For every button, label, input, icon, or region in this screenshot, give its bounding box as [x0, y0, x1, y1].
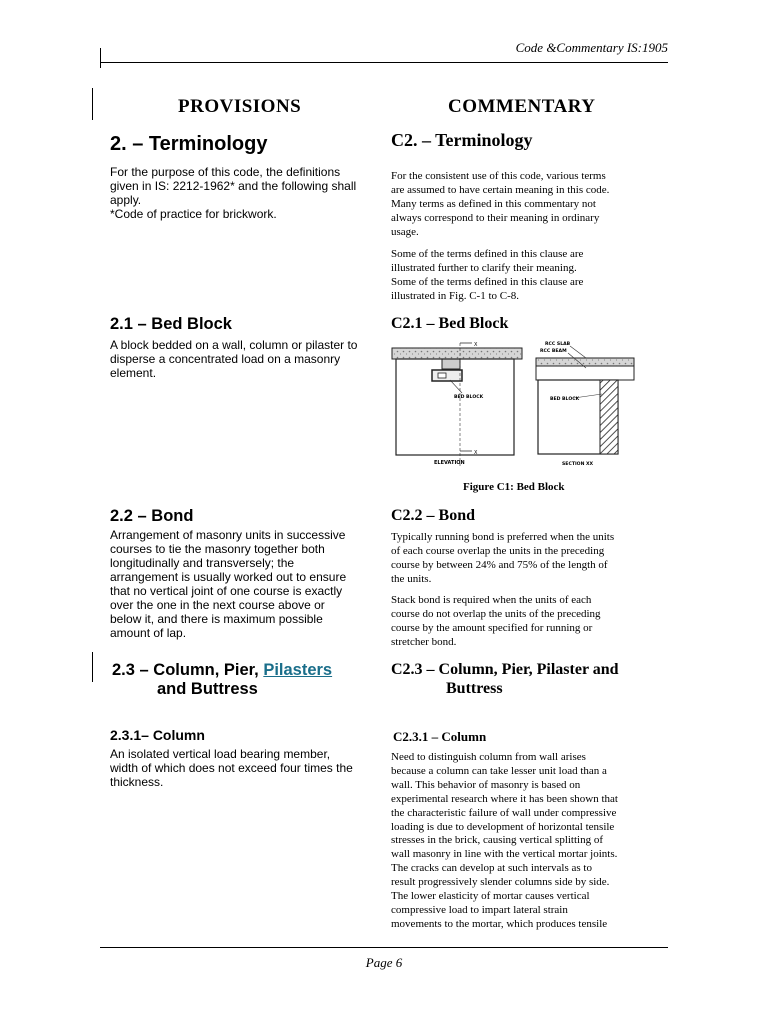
rcc-slab-shape: [392, 348, 522, 359]
text-line: A block bedded on a wall, column or pilaster to: [110, 338, 358, 352]
margin-bar: [92, 88, 93, 120]
section-2-1-heading: 2.1 – Bed Block: [110, 315, 232, 333]
text-line: Stack bond is required when the units of each: [391, 594, 592, 606]
section-2-2-text: [110, 528, 385, 640]
text-line: arrangement is usually worked out to ensure: [110, 570, 347, 584]
commentary-2-2-para-2: [391, 594, 666, 650]
commentary-2-3-1-para-1: [391, 751, 666, 932]
text-line: An isolated vertical load bearing member,: [110, 747, 331, 761]
text-line: always correspond to their meaning in ordinary: [391, 211, 600, 224]
section-2-heading: 2. – Terminology: [110, 133, 268, 155]
bed-block-inset: [438, 373, 446, 378]
pilasters-link[interactable]: Pilasters: [263, 661, 333, 679]
header-rule: [100, 62, 668, 63]
section-2-3-heading: [112, 661, 332, 680]
text-line: Arrangement of masonry units in successive: [110, 528, 346, 542]
text-line: wall masonry in line with the vertical mortar joints.: [391, 848, 618, 861]
text-line: apply.: [110, 193, 142, 207]
commentary-2-para-1: [391, 170, 666, 240]
text-line: thickness.: [110, 775, 164, 789]
text-line: stretcher bond.: [391, 635, 457, 648]
text-line: loading is due to development of horizontal tensile: [391, 820, 615, 833]
text-line: Many terms as defined in this commentary not: [391, 197, 596, 210]
text-line: Some of the terms defined in this clause are: [391, 275, 584, 288]
commentary-2-3-heading-line-2: Buttress: [446, 680, 503, 697]
running-header: Code &Commentary IS:1905: [515, 40, 668, 55]
hatched-column: [600, 380, 618, 454]
leader-line: [450, 380, 462, 393]
text-line: stresses in the brick, causing vertical splitting of: [391, 834, 604, 847]
text-line: longitudinally and transversely; the: [110, 556, 295, 570]
page-number: Page 6: [365, 955, 403, 970]
text-line: The cracks can develop at such intervals as to: [391, 862, 592, 875]
text-line: Need to distinguish column from wall arises: [391, 751, 586, 763]
figure-caption: Figure C1: Bed Block: [463, 481, 565, 493]
text-line: element.: [110, 366, 157, 380]
commentary-2-3-heading: C2.3 – Column, Pier, Pilaster and: [391, 661, 619, 678]
text-line: the units.: [391, 572, 432, 585]
text-line: amount of lap.: [110, 626, 187, 640]
commentary-2-2-heading: C2.2 – Bond: [391, 507, 476, 524]
section-2-2-heading: 2.2 – Bond: [110, 507, 194, 525]
bed-block-shape: [432, 370, 462, 381]
rcc-slab-label: RCC SLAB: [545, 342, 571, 347]
commentary-2-1-heading: C2.1 – Bed Block: [391, 315, 509, 332]
text-line: Some of the terms defined in this clause are: [391, 248, 584, 260]
provisions-heading: PROVISIONS: [178, 96, 302, 117]
text-line: because a column can take lesser unit load than a: [391, 764, 607, 777]
text-line: For the purpose of this code, the definitions: [110, 165, 341, 179]
text-line: that no vertical joint of one course is exactly: [110, 584, 343, 598]
footer-rule: [100, 947, 668, 948]
bed-block-figure: [390, 338, 640, 470]
section-2-3-heading-text: 2.3 – Column, Pier,: [112, 661, 264, 679]
x-label-top: X: [474, 342, 478, 348]
commentary-2-3-1-heading: C2.3.1 – Column: [393, 729, 487, 744]
text-line: course do not overlap the units of the preceding: [391, 607, 601, 620]
text-line: are assumed to have certain meaning in this code.: [391, 183, 610, 196]
commentary-heading: COMMENTARY: [448, 96, 596, 117]
text-line: experimental research where it has been shown that: [391, 792, 618, 805]
section-2-text: [110, 165, 385, 221]
text-line: disperse a concentrated load on a masonry: [110, 352, 341, 366]
section-2-3-1-text: [110, 747, 385, 789]
commentary-2-heading: C2. – Terminology: [391, 130, 533, 150]
text-line: result progressively slender columns side by side.: [391, 876, 610, 889]
text-line: compressive load to impart lateral strain: [391, 903, 568, 916]
elevation-drawing: [392, 342, 522, 466]
bed-block-label: BED BLOCK: [454, 395, 484, 400]
text-line: Typically running bond is preferred when the units: [391, 531, 615, 543]
text-line: course by between 24% and 75% of the length of: [391, 558, 608, 571]
rcc-slab-shape: [536, 358, 634, 366]
text-line: width of which does not exceed four times the: [110, 761, 353, 775]
x-label-bottom: X: [474, 450, 478, 456]
beam-shape: [442, 359, 460, 369]
text-line: usage.: [391, 225, 419, 238]
margin-bar: [100, 48, 101, 68]
leader-line: [570, 346, 586, 358]
elevation-label: ELEVATION: [434, 460, 465, 466]
text-line: below it, and there is maximum possible: [110, 612, 323, 626]
text-line: movements to the mortar, which produces tensile: [391, 917, 608, 930]
text-line: of each course overlap the units in the preceding: [391, 544, 605, 557]
section-2-3-heading-line-2: and Buttress: [157, 680, 258, 698]
commentary-2-2-para-1: [391, 531, 666, 587]
text-line: The lower elasticity of mortar causes vertical: [391, 890, 590, 903]
text-line: given in IS: 2212-1962* and the following shall: [110, 179, 357, 193]
commentary-2-para-2: [391, 248, 666, 304]
rcc-beam-label: RCC BEAM: [540, 349, 567, 354]
text-line: For the consistent use of this code, various terms: [391, 170, 606, 182]
text-line: the characteristic failure of wall under compressive: [391, 806, 617, 819]
text-line: illustrated further to clarify their meaning.: [391, 261, 577, 274]
section-drawing: [536, 341, 634, 467]
margin-bar: [92, 652, 93, 682]
section-2-1-text: [110, 338, 385, 380]
text-line: courses to tie the masonry together both: [110, 542, 325, 556]
footnote: *Code of practice for brickwork.: [110, 207, 277, 221]
text-line: illustrated in Fig. C-1 to C-8.: [391, 289, 520, 302]
section-label: SECTION XX: [562, 462, 594, 467]
section-2-3-1-heading: 2.3.1– Column: [110, 727, 205, 743]
text-line: wall. This behavior of masonry is based on: [391, 778, 581, 791]
text-line: course by the amount specified for running or: [391, 621, 593, 634]
text-line: over the one in the next course above or: [110, 598, 325, 612]
bed-block-label: BED BLOCK: [550, 397, 580, 402]
rcc-beam-shape: [536, 366, 634, 380]
